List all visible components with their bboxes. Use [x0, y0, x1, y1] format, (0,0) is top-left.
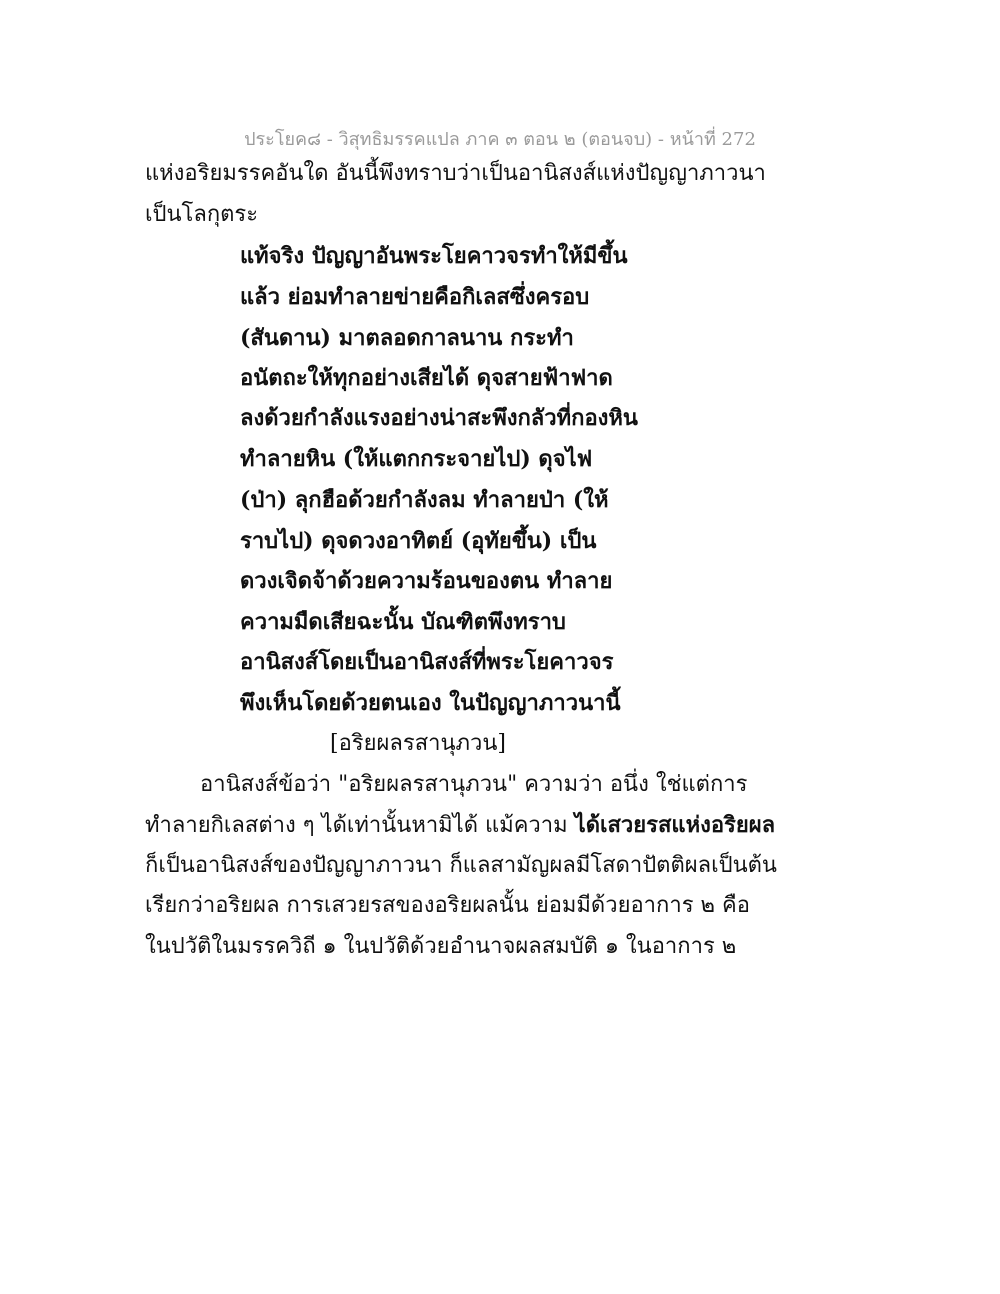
verse-line-3: (สันดาน) มาตลอดกาลนาน กระทำ	[240, 325, 574, 351]
verse-line-1: แท้จริง ปัญญาอันพระโยคาวจรทำให้มีขึ้น	[240, 243, 628, 269]
verse-line-4: อนัตถะให้ทุกอย่างเสียได้ ดุจสายฟ้าฟาด	[240, 365, 613, 391]
verse-line-12: พึงเห็นโดยด้วยตนเอง ในปัญญาภาวนานี้	[240, 690, 621, 716]
paragraph-line-5: ในปวัติในมรรควิถี ๑ ในปวัติด้วยอำนาจผลสมบัติ ๑ ในอาการ ๒	[145, 934, 737, 959]
paragraph-line-2-text: ทำลายกิเลสต่าง ๆ ได้เท่านั้นหามิได้ แม้ความ	[145, 813, 575, 838]
page-header: ประโยค๘ - วิสุทธิมรรคแปล ภาค ๓ ตอน ๒ (ตอนจบ) - หน้าที่ 272	[244, 129, 756, 150]
intro-line-1: แห่งอริยมรรคอันใด อันนี้พึงทราบว่าเป็นอานิสงส์แห่งปัญญาภาวนา	[145, 161, 766, 186]
paragraph-line-2-bold: ได้เสวยรสแห่งอริยผล	[574, 812, 776, 838]
verse-line-8: ราบไป) ดุจดวงอาทิตย์ (อุทัยขึ้น) เป็น	[240, 528, 597, 554]
verse-line-9: ดวงเจิดจ้าด้วยความร้อนของตน ทำลาย	[240, 568, 613, 594]
verse-line-7: (ป่า) ลุกฮือด้วยกำลังลม ทำลายป่า (ให้	[240, 487, 609, 513]
verse-line-5: ลงด้วยกำลังแรงอย่างน่าสะพึงกลัวที่กองหิน	[240, 405, 638, 431]
paragraph-line-1: อานิสงส์ข้อว่า "อริยผลรสานุภวน" ความว่า อนึ่ง ใช่แต่การ	[200, 772, 748, 797]
section-heading: [อริยผลรสานุภวน]	[330, 731, 506, 756]
paragraph-line-4: เรียกว่าอริยผล การเสวยรสของอริยผลนั้น ย่อมมีด้วยอาการ ๒ คือ	[145, 893, 750, 918]
intro-line-2: เป็นโลกุตระ	[145, 202, 259, 227]
paragraph-line-3: ก็เป็นอานิสงส์ของปัญญาภาวนา ก็แลสามัญผลมีโสดาปัตติผลเป็นต้น	[145, 853, 777, 878]
paragraph-line-2	[145, 811, 775, 840]
verse-line-6: ทำลายหิน (ให้แตกกระจายไป) ดุจไฟ	[240, 446, 593, 472]
verse-line-2: แล้ว ย่อมทำลายข่ายคือกิเลสซึ่งครอบ	[240, 284, 590, 310]
verse-line-10: ความมืดเสียฉะนั้น บัณฑิตพึงทราบ	[240, 609, 566, 635]
verse-line-11: อานิสงส์โดยเป็นอานิสงส์ที่พระโยคาวจร	[240, 649, 614, 675]
